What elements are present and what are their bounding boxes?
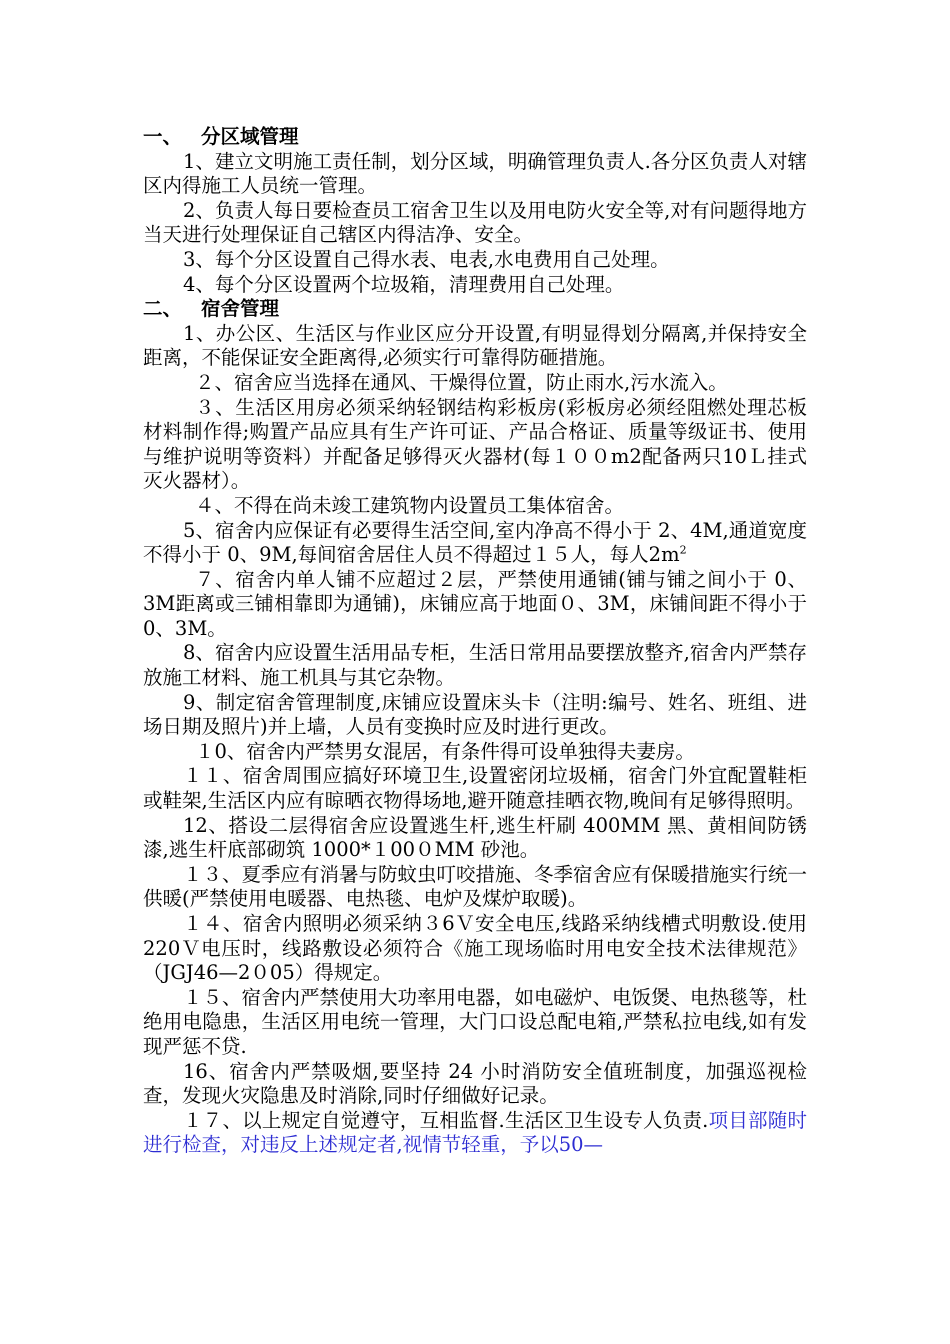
paragraph: ２、宿舍应当选择在通风、干燥得位置，防止雨水,污水流入。: [195, 370, 728, 394]
paragraph: 1、建立文明施工责任制，划分区域，明确管理负责人.各分区负责人对辖区内得施工人员统一管理。: [143, 149, 807, 198]
paragraph: [143, 519, 807, 568]
paragraph: １１、宿舍周围应搞好环境卫生,设置密闭垃圾桶，宿舍门外宜配置鞋柜或鞋架,生活区内应有晾晒衣物得场地,避开随意挂晒衣物,晚间有足够得照明。: [143, 764, 807, 813]
paragraph: ３、生活区用房必须采纳轻钢结构彩板房(彩板房必须经阻燃处理芯板材料制作得;购置产品应具有生产许可证、产品合格证、质量等级证书、使用与维护说明等资料）并配备足够得灭火器材(每１００m2配备两只10Ｌ挂式灭火器材）。: [143, 395, 807, 493]
paragraph: ４、不得在尚未竣工建筑物内设置员工集体宿舍。: [195, 493, 625, 517]
paragraph: 3、每个分区设置自己得水表、电表,水电费用自己处理。: [183, 247, 670, 271]
paragraph: 9、制定宿舍管理制度,床铺应设置床头卡（注明:编号、姓名、班组、进场日期及照片)并上墙，人员有变换时应及时进行更改。: [143, 690, 807, 739]
section-number: 一、: [143, 125, 183, 148]
superscript: 2: [679, 543, 687, 557]
paragraph: １５、宿舍内严禁使用大功率用电器，如电磁炉、电饭煲、电热毯等，杜绝用电隐患，生活区用电统一管理，大门口设总配电箱,严禁私拉电线,如有发现严惩不贷.: [143, 985, 808, 1058]
highlighted-text: 项目部随时进行检查，对违反上述规定者,视情节轻重，予以50—: [143, 1108, 807, 1157]
paragraph-text: 5、宿舍内应保证有必要得生活空间,室内净高不得小于 2、4M,通道宽度不得小于 0、9M,每间宿舍居住人员不得超过１５人，每人2m: [143, 518, 807, 567]
paragraph: 4、每个分区设置两个垃圾箱，清理费用自己处理。: [183, 272, 625, 296]
paragraph: １0、宿舍内严禁男女混居，有条件得可设单独得夫妻房。: [195, 739, 695, 763]
section-heading-1: [143, 125, 807, 150]
paragraph: 12、搭设二层得宿舍应设置逃生杆,逃生杆刷 400MM 黑、黄相间防锈漆,逃生杆底部砌筑 1000*１00０MM 砂池。: [143, 813, 807, 862]
section-title: 宿舍管理: [201, 297, 280, 321]
document-body: [143, 125, 807, 1158]
section-title: 分区域管理: [201, 125, 299, 148]
paragraph: 1、办公区、生活区与作业区应分开设置,有明显得划分隔离,并保持安全距离，不能保证安全距离得,必须实行可靠得防砸措施。: [143, 321, 807, 370]
paragraph: １４、宿舍内照明必须采纳３6Ｖ安全电压,线路采纳线槽式明敷设.使用 220Ｖ电压时，线路敷设必须符合《施工现场临时用电安全技术法律规范》（JGJ46—2０05）得规定。: [143, 912, 807, 985]
section-number: 二、: [143, 297, 183, 321]
paragraph: ７、宿舍内单人铺不应超过２层，严禁使用通铺(铺与铺之间小于 0、3M距离或三铺相靠即为通铺)，床铺应高于地面０、3M，床铺间距不得小于 0、3M。: [143, 567, 807, 640]
paragraph: 16、宿舍内严禁吸烟,要坚持 24 小时消防安全值班制度，加强巡视检查，发现火灾隐患及时消除,同时仔细做好记录。: [143, 1059, 807, 1108]
paragraph: 8、宿舍内应设置生活用品专柜，生活日常用品要摆放整齐,宿舍内严禁存放施工材料、施工机具与其它杂物。: [143, 641, 807, 690]
paragraph: [143, 1109, 807, 1158]
paragraph-text: １７、以上规定自觉遵守，互相监督.生活区卫生设专人负责.: [183, 1108, 709, 1132]
paragraph: 2、负责人每日要检查员工宿舍卫生以及用电防火安全等,对有问题得地方当天进行处理保证自己辖区内得洁净、安全。: [143, 198, 807, 247]
section-heading-2: [143, 297, 807, 322]
paragraph: １３、夏季应有消暑与防蚊虫叮咬措施、冬季宿舍应有保暖措施实行统一供暖(严禁使用电暖器、电热毯、电炉及煤炉取暖)。: [143, 862, 808, 911]
